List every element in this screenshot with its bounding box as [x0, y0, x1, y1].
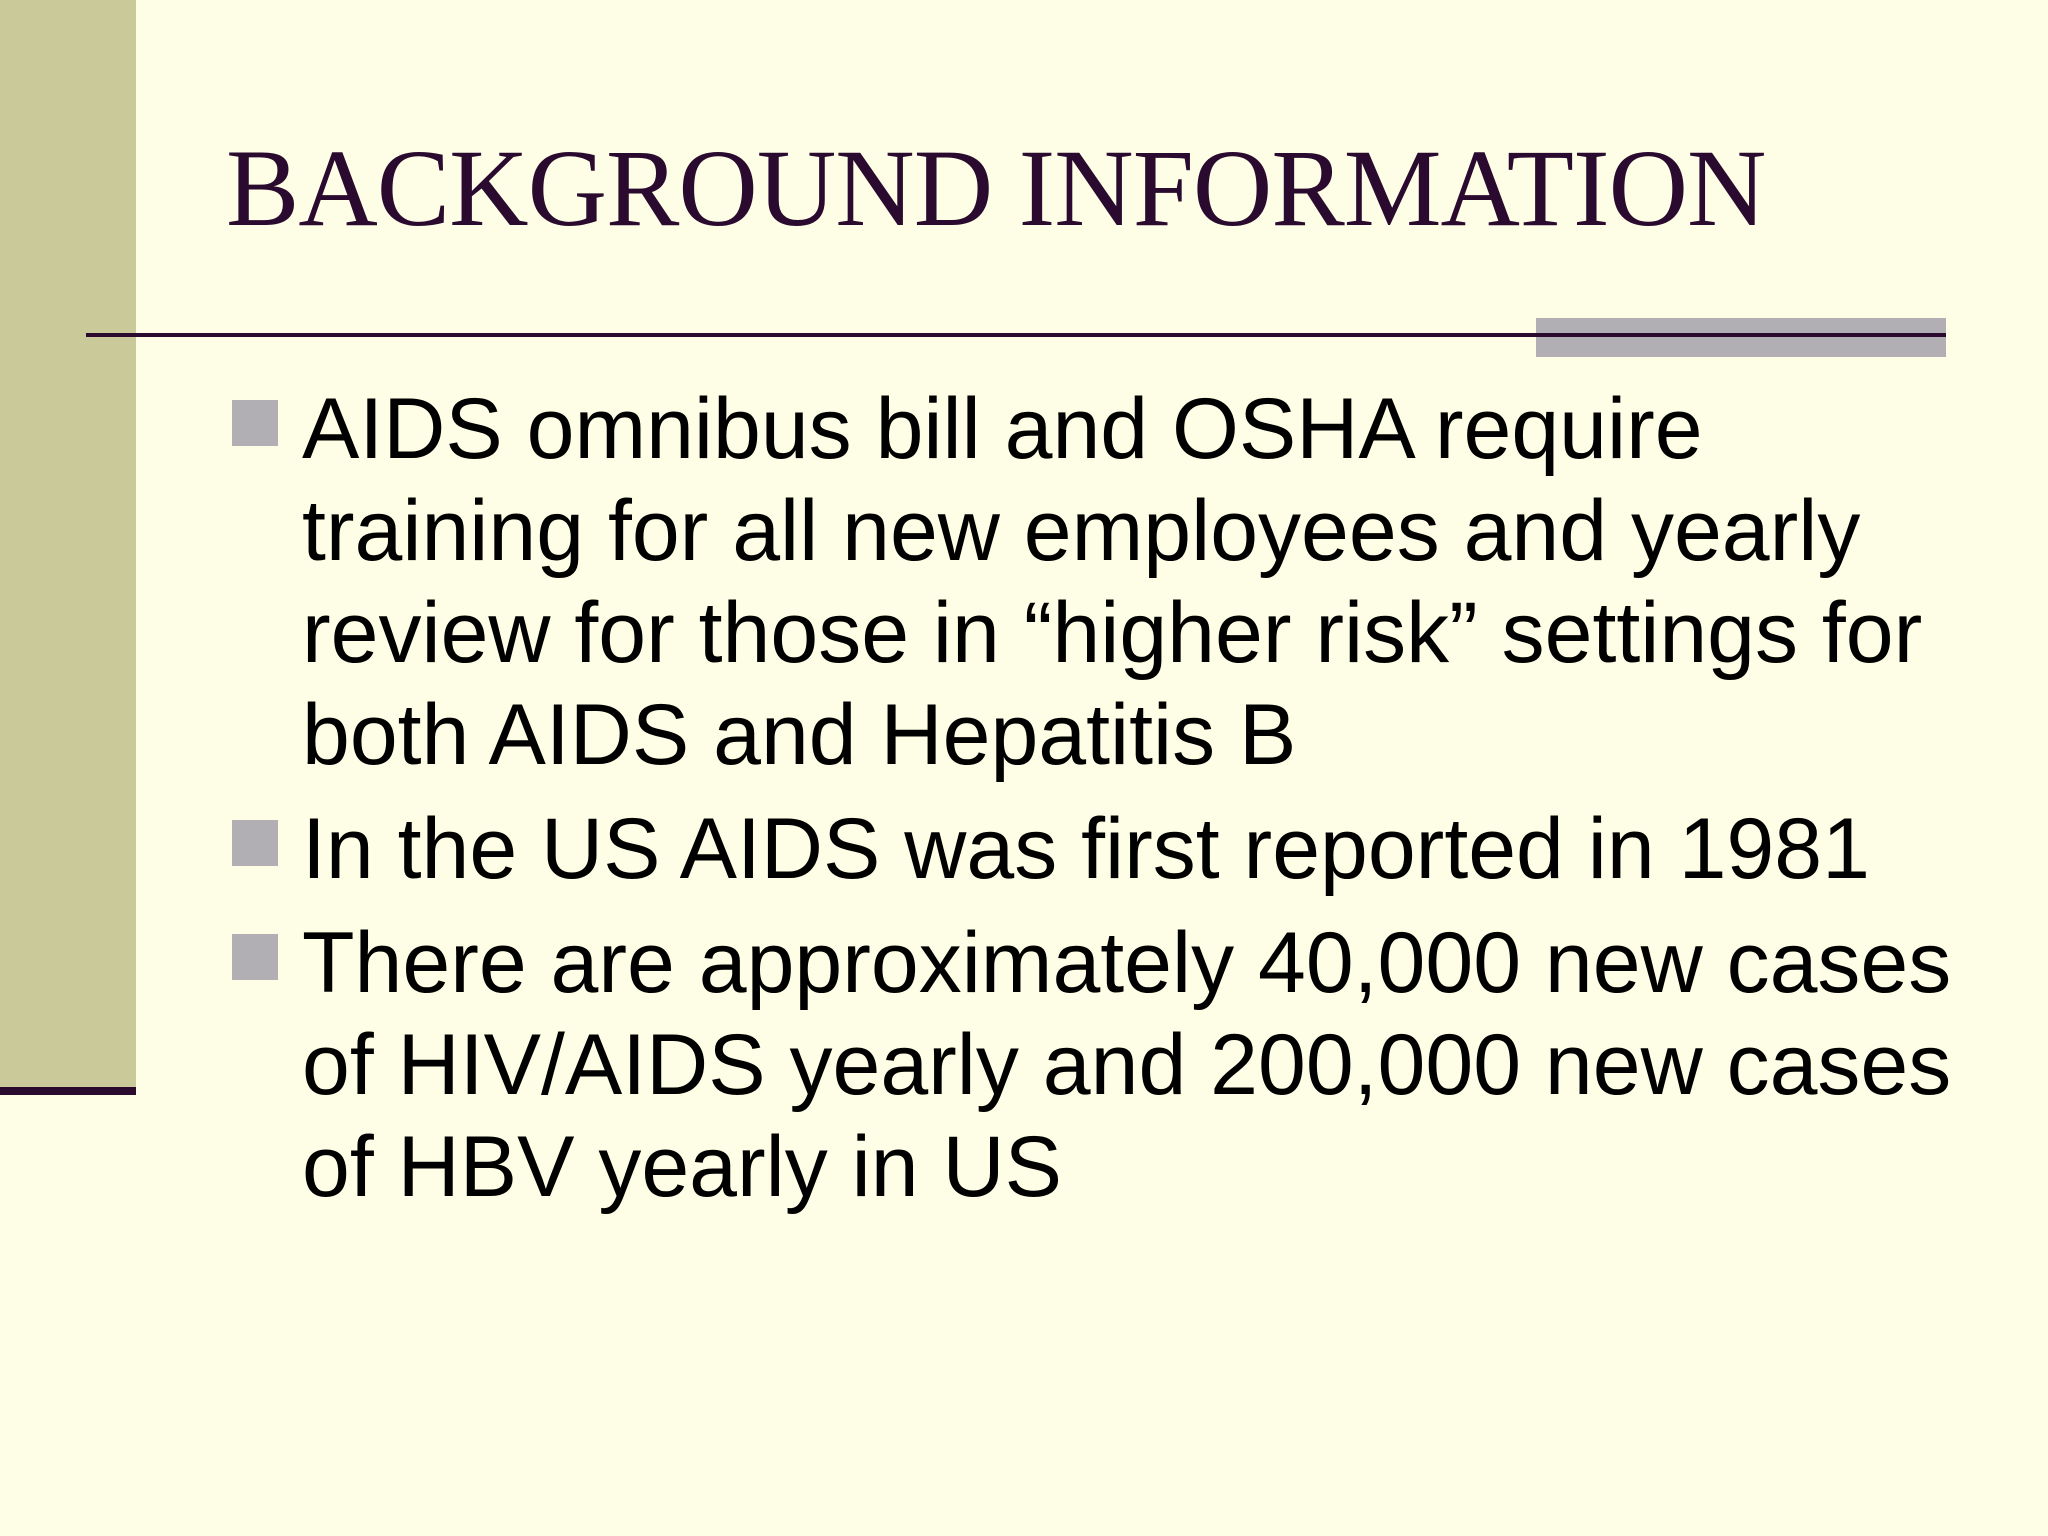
slide-title: BACKGROUND INFORMATION [226, 127, 1766, 249]
bullet-item [232, 798, 1972, 900]
bullet-text: In the US AIDS was first reported in 1981 [302, 801, 1870, 897]
bullet-list [232, 378, 1972, 1230]
divider-accent [1536, 318, 1946, 357]
decorative-sidebar [0, 0, 136, 1087]
square-bullet-icon [232, 934, 278, 980]
bullet-text: There are approximately 40,000 new cases of HIV/AIDS yearly and 200,000 new cases of HBV yearly in US [302, 915, 1952, 1215]
bullet-text: AIDS omnibus bill and OSHA require training for all new employees and yearly review for those in “higher risk” settings for both AIDS and Hepatitis B [302, 381, 1923, 783]
bullet-item [232, 378, 1972, 786]
square-bullet-icon [232, 820, 278, 866]
sidebar-underline [0, 1087, 136, 1095]
bullet-item [232, 912, 1972, 1218]
square-bullet-icon [232, 400, 278, 446]
